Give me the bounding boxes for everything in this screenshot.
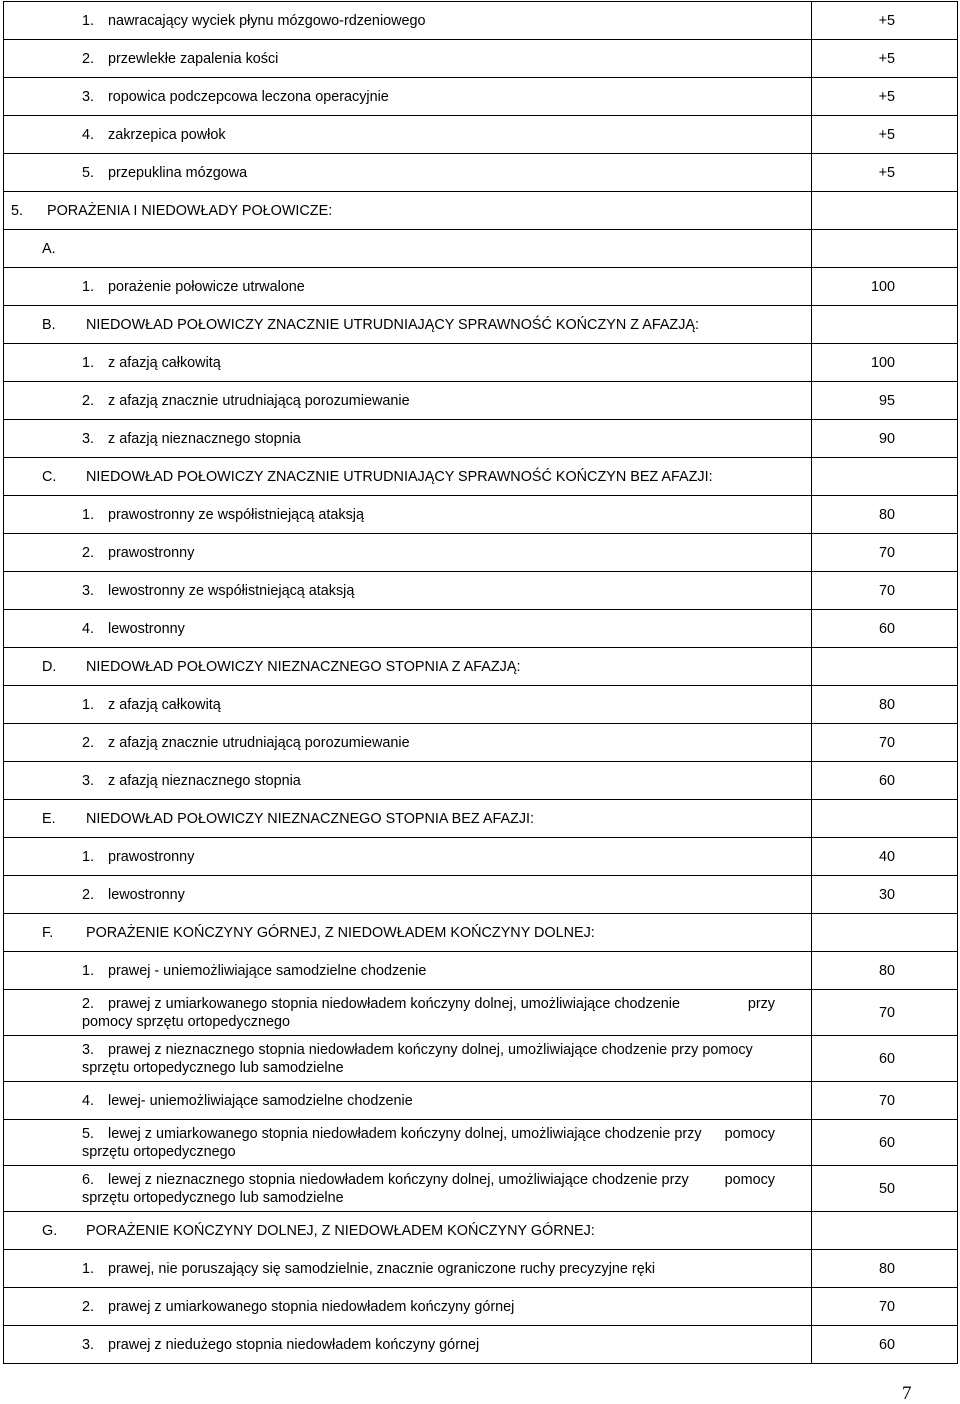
table-row	[4, 610, 958, 648]
item-label: z afazją całkowitą	[108, 354, 221, 371]
item-label: lewostronny	[108, 886, 185, 903]
item-number: 3.	[82, 1041, 95, 1058]
table-body	[4, 2, 958, 1364]
table-row	[4, 230, 958, 268]
item-label: prawostronny	[108, 848, 195, 865]
item-number: 3.	[82, 88, 95, 105]
item-first-line	[82, 1171, 775, 1189]
score-cell	[812, 78, 958, 116]
item-first-line	[82, 995, 775, 1013]
table-row	[4, 952, 958, 990]
section-number: 5.	[11, 202, 24, 219]
item-text-cell	[4, 420, 812, 458]
score-cell	[812, 458, 958, 496]
score-cell	[812, 268, 958, 306]
score-value: 80	[878, 506, 895, 523]
disability-table	[3, 1, 958, 1364]
item-text-cell	[4, 382, 812, 420]
score-cell	[812, 40, 958, 78]
item-text-cell	[4, 762, 812, 800]
score-value: 70	[878, 1004, 895, 1021]
item-text-cell	[4, 838, 812, 876]
item-number: 5.	[82, 1125, 95, 1142]
score-cell	[812, 116, 958, 154]
item-number: 3.	[82, 430, 95, 447]
score-cell	[812, 990, 958, 1036]
score-value: 40	[878, 848, 895, 865]
score-value: 70	[878, 544, 895, 561]
item-label-line1: prawej z nieznacznego stopnia niedowładem kończyny dolnej, umożliwiające chodzenie przy pomocy	[108, 1041, 753, 1058]
item-number: 1.	[82, 962, 95, 979]
score-cell	[812, 230, 958, 268]
score-value: 80	[878, 1260, 895, 1277]
table-row	[4, 420, 958, 458]
table-row	[4, 1212, 958, 1250]
score-cell	[812, 420, 958, 458]
item-label-line2: pomocy sprzętu ortopedycznego	[82, 1013, 290, 1030]
item-number: 2.	[82, 886, 95, 903]
item-text-cell	[4, 2, 812, 40]
score-cell	[812, 306, 958, 344]
score-cell	[812, 154, 958, 192]
score-value: 95	[878, 392, 895, 409]
item-label: z afazją całkowitą	[108, 696, 221, 713]
score-value: +5	[878, 126, 895, 143]
score-cell	[812, 192, 958, 230]
item-first-line	[82, 1041, 771, 1059]
item-text-cell	[4, 1120, 812, 1166]
item-label-line2: sprzętu ortopedycznego	[82, 1143, 236, 1160]
category-letter: G.	[42, 1222, 58, 1239]
item-text-cell	[4, 876, 812, 914]
item-label: prawej z umiarkowanego stopnia niedowładem kończyny górnej	[108, 1298, 515, 1315]
item-number: 4.	[82, 126, 95, 143]
score-value: 80	[878, 962, 895, 979]
item-text-cell	[4, 610, 812, 648]
item-label: porażenie połowicze utrwalone	[108, 278, 305, 295]
category-title: NIEDOWŁAD POŁOWICZY ZNACZNIE UTRUDNIAJĄCY SPRAWNOŚĆ KOŃCZYN Z AFAZJĄ:	[86, 316, 699, 333]
score-value: +5	[878, 88, 895, 105]
item-label: prawostronny ze współistniejącą ataksją	[108, 506, 364, 523]
score-cell	[812, 382, 958, 420]
score-value: 70	[878, 1092, 895, 1109]
score-value: 60	[878, 1336, 895, 1353]
item-text-cell	[4, 40, 812, 78]
item-text-cell	[4, 1288, 812, 1326]
item-number: 1.	[82, 696, 95, 713]
table-row	[4, 914, 958, 952]
item-number: 5.	[82, 164, 95, 181]
table-row	[4, 1250, 958, 1288]
score-cell	[812, 800, 958, 838]
table-row	[4, 1036, 958, 1082]
item-number: 2.	[82, 734, 95, 751]
score-value: 30	[878, 886, 895, 903]
item-text-cell	[4, 724, 812, 762]
item-number: 1.	[82, 1260, 95, 1277]
item-label: prawostronny	[108, 544, 195, 561]
item-number: 1.	[82, 506, 95, 523]
item-number: 1.	[82, 354, 95, 371]
score-cell	[812, 1082, 958, 1120]
category-letter: A.	[42, 240, 56, 257]
item-text-cell	[4, 116, 812, 154]
item-label-line1: lewej z umiarkowanego stopnia niedowładem kończyny dolnej, umożliwiające chodzenie przy	[108, 1125, 702, 1142]
table-row	[4, 458, 958, 496]
item-label: z afazją nieznacznego stopnia	[108, 772, 301, 789]
score-cell	[812, 686, 958, 724]
item-number: 2.	[82, 50, 95, 67]
item-text-cell	[4, 952, 812, 990]
item-text-cell	[4, 1036, 812, 1082]
category-header-cell	[4, 458, 812, 496]
item-number: 6.	[82, 1171, 95, 1188]
category-header-cell	[4, 1212, 812, 1250]
category-letter: B.	[42, 316, 56, 333]
item-label: prawej z niedużego stopnia niedowładem kończyny górnej	[108, 1336, 480, 1353]
item-text-cell	[4, 1166, 812, 1212]
item-label: przepuklina mózgowa	[108, 164, 248, 181]
score-cell	[812, 610, 958, 648]
item-label: przewlekłe zapalenia kości	[108, 50, 279, 67]
table-row	[4, 724, 958, 762]
table-row	[4, 1082, 958, 1120]
category-title: NIEDOWŁAD POŁOWICZY ZNACZNIE UTRUDNIAJĄCY SPRAWNOŚĆ KOŃCZYN BEZ AFAZJI:	[86, 468, 713, 485]
item-number: 1.	[82, 278, 95, 295]
category-header-cell	[4, 306, 812, 344]
category-title: PORAŻENIE KOŃCZYNY GÓRNEJ, Z NIEDOWŁADEM KOŃCZYNY DOLNEJ:	[86, 924, 595, 941]
score-value: 50	[878, 1180, 895, 1197]
item-text-cell	[4, 154, 812, 192]
table-row	[4, 2, 958, 40]
item-number: 1.	[82, 848, 95, 865]
category-header-cell	[4, 230, 812, 268]
section-title: PORAŻENIA I NIEDOWŁADY POŁOWICZE:	[47, 202, 333, 219]
table-row	[4, 268, 958, 306]
table-row	[4, 192, 958, 230]
item-text-cell	[4, 1326, 812, 1364]
item-number: 1.	[82, 12, 95, 29]
score-value: 100	[870, 278, 895, 295]
item-label: prawej, nie poruszający się samodzielnie, znacznie ograniczone ruchy precyzyjne ręki	[108, 1260, 656, 1277]
item-text-cell	[4, 268, 812, 306]
item-text-cell	[4, 686, 812, 724]
item-number: 2.	[82, 1298, 95, 1315]
item-number: 2.	[82, 544, 95, 561]
table-row	[4, 154, 958, 192]
score-cell	[812, 724, 958, 762]
table-row	[4, 1166, 958, 1212]
table-row	[4, 762, 958, 800]
item-label-line1-tail: pomocy	[724, 1171, 775, 1188]
table-row	[4, 838, 958, 876]
table-row	[4, 78, 958, 116]
item-label-line2: sprzętu ortopedycznego lub samodzielne	[82, 1059, 344, 1076]
score-cell	[812, 838, 958, 876]
section-header-cell	[4, 192, 812, 230]
score-cell	[812, 648, 958, 686]
score-cell	[812, 344, 958, 382]
table-row	[4, 990, 958, 1036]
table-row	[4, 306, 958, 344]
score-cell	[812, 572, 958, 610]
score-cell	[812, 914, 958, 952]
score-cell	[812, 1250, 958, 1288]
item-label-line2: sprzętu ortopedycznego lub samodzielne	[82, 1189, 344, 1206]
score-value: 70	[878, 582, 895, 599]
score-value: 90	[878, 430, 895, 447]
item-number: 2.	[82, 392, 95, 409]
score-cell	[812, 1326, 958, 1364]
item-label-line1-tail: przy	[747, 995, 775, 1012]
item-first-line	[82, 1125, 775, 1143]
table-row	[4, 876, 958, 914]
item-text-cell	[4, 534, 812, 572]
score-cell	[812, 762, 958, 800]
table-row	[4, 116, 958, 154]
item-text-cell	[4, 78, 812, 116]
table-row	[4, 496, 958, 534]
category-title: NIEDOWŁAD POŁOWICZY NIEZNACZNEGO STOPNIA Z AFAZJĄ:	[86, 658, 521, 675]
score-value: +5	[878, 12, 895, 29]
item-text-cell	[4, 1250, 812, 1288]
score-cell	[812, 496, 958, 534]
item-label-line1-tail: pomocy	[724, 1125, 775, 1142]
score-value: 60	[878, 1134, 895, 1151]
category-letter: F.	[42, 924, 54, 941]
item-number: 2.	[82, 995, 95, 1012]
category-letter: C.	[42, 468, 57, 485]
item-text-cell	[4, 496, 812, 534]
item-label-line1: lewej z nieznacznego stopnia niedowładem kończyny dolnej, umożliwiające chodzenie przy	[108, 1171, 689, 1188]
item-label: lewostronny	[108, 620, 185, 637]
item-label: ropowica podczepcowa leczona operacyjnie	[108, 88, 389, 105]
category-letter: D.	[42, 658, 57, 675]
item-number: 4.	[82, 1092, 95, 1109]
table-row	[4, 344, 958, 382]
score-cell	[812, 1212, 958, 1250]
table-row	[4, 648, 958, 686]
table-row	[4, 572, 958, 610]
score-value: 60	[878, 772, 895, 789]
item-number: 3.	[82, 582, 95, 599]
table-row	[4, 534, 958, 572]
score-cell	[812, 876, 958, 914]
item-text-cell	[4, 990, 812, 1036]
item-label: nawracający wyciek płynu mózgowo-rdzeniowego	[108, 12, 426, 29]
item-label: zakrzepica powłok	[108, 126, 226, 143]
score-value: 60	[878, 1050, 895, 1067]
table-row	[4, 1288, 958, 1326]
score-value: +5	[878, 50, 895, 67]
category-header-cell	[4, 914, 812, 952]
score-cell	[812, 952, 958, 990]
item-label-line1: prawej z umiarkowanego stopnia niedowładem kończyny dolnej, umożliwiające chodzenie	[108, 995, 680, 1012]
category-header-cell	[4, 648, 812, 686]
score-cell	[812, 534, 958, 572]
score-value: 70	[878, 1298, 895, 1315]
item-label: prawej - uniemożliwiające samodzielne chodzenie	[108, 962, 427, 979]
category-letter: E.	[42, 810, 56, 827]
item-text-cell	[4, 344, 812, 382]
category-title: NIEDOWŁAD POŁOWICZY NIEZNACZNEGO STOPNIA BEZ AFAZJI:	[86, 810, 535, 827]
score-cell	[812, 1288, 958, 1326]
item-text-cell	[4, 572, 812, 610]
item-label: lewostronny ze współistniejącą ataksją	[108, 582, 355, 599]
score-value: 60	[878, 620, 895, 637]
table-row	[4, 1326, 958, 1364]
table-row	[4, 382, 958, 420]
table-row	[4, 1120, 958, 1166]
score-cell	[812, 1036, 958, 1082]
score-value: 80	[878, 696, 895, 713]
table-row	[4, 686, 958, 724]
item-number: 4.	[82, 620, 95, 637]
category-title: PORAŻENIE KOŃCZYNY DOLNEJ, Z NIEDOWŁADEM KOŃCZYNY GÓRNEJ:	[86, 1222, 595, 1239]
score-cell	[812, 1120, 958, 1166]
item-text-cell	[4, 1082, 812, 1120]
score-value: +5	[878, 164, 895, 181]
item-label: z afazją nieznacznego stopnia	[108, 430, 301, 447]
item-label: z afazją znacznie utrudniającą porozumiewanie	[108, 734, 410, 751]
page-number: 7	[902, 1383, 912, 1404]
score-cell	[812, 2, 958, 40]
item-label: lewej- uniemożliwiające samodzielne chodzenie	[108, 1092, 413, 1109]
score-value: 70	[878, 734, 895, 751]
table-row	[4, 800, 958, 838]
table-row	[4, 40, 958, 78]
score-value: 100	[870, 354, 895, 371]
item-number: 3.	[82, 772, 95, 789]
item-number: 3.	[82, 1336, 95, 1353]
category-header-cell	[4, 800, 812, 838]
item-label: z afazją znacznie utrudniającą porozumiewanie	[108, 392, 410, 409]
score-cell	[812, 1166, 958, 1212]
